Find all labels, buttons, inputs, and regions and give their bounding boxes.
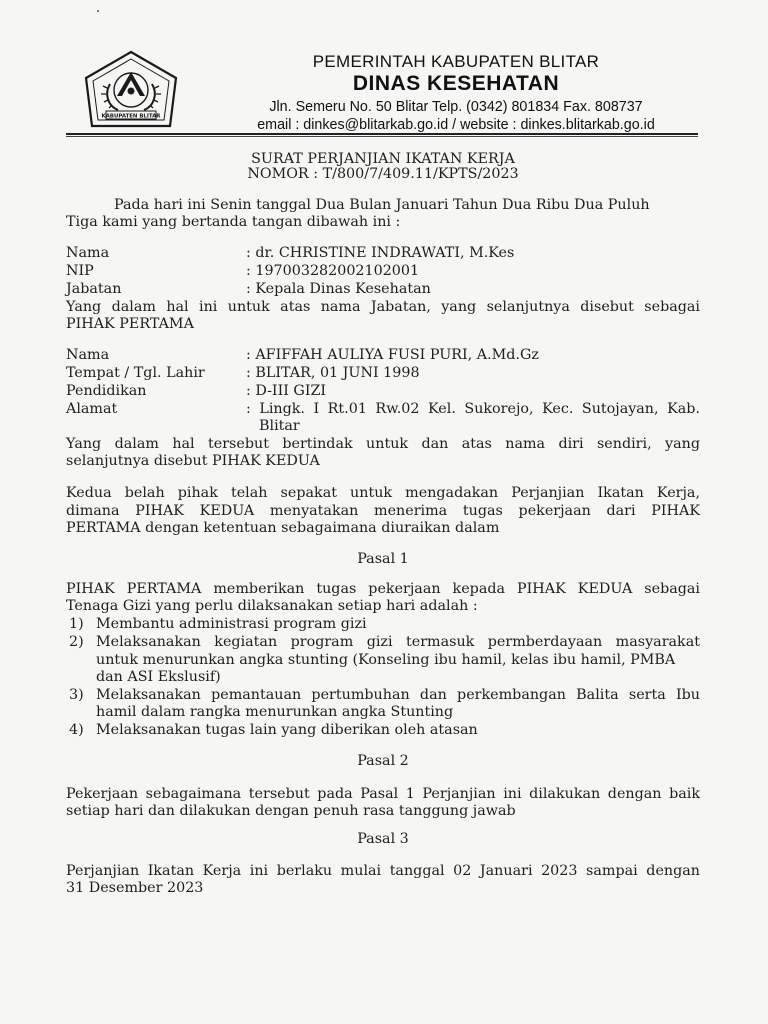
party-two-education-label: Pendidikan: [66, 383, 147, 399]
party-two-birth-value: : BLITAR, 01 JUNI 1998: [246, 365, 420, 381]
duty-3-text-line-1: Melaksanakan pemantauan pertumbuhan dan perkembangan Balita serta Ibu: [96, 687, 700, 703]
party-two-address-label: Alamat: [66, 401, 118, 417]
seal-caption: KABUPATEN BLITAR: [101, 113, 161, 120]
duty-3-number: 3): [69, 687, 84, 703]
agency-name: DINAS KESEHATAN: [352, 72, 560, 95]
scan-speck: [97, 10, 99, 12]
pasal-2-heading: Pasal 2: [357, 753, 409, 769]
party-two-name-label: Nama: [66, 347, 110, 363]
letterhead-divider-thin: [66, 136, 698, 137]
party-one-name-value: : dr. CHRISTINE INDRAWATI, M.Kes: [246, 245, 515, 261]
duty-2-text-line-3: dan ASI Ekslusif): [96, 669, 221, 685]
agreement-line-1: Kedua belah pihak telah sepakat untuk mengadakan Perjanjian Ikatan Kerja,: [66, 485, 700, 501]
party-one-nip-value: : 197003282002102001: [246, 263, 420, 279]
party-two-address-value-line-2: Blitar: [259, 418, 300, 434]
party-one-name-label: Nama: [66, 245, 110, 261]
pasal-3-line-1: Perjanjian Ikatan Kerja ini berlaku mulai tanggal 02 Januari 2023 sampai dengan: [66, 863, 700, 879]
party-one-statement-line-2: PIHAK PERTAMA: [66, 316, 194, 332]
pasal-2-line-1: Pekerjaan sebagaimana tersebut pada Pasal 1 Perjanjian ini dilakukan dengan baik: [66, 786, 700, 802]
pasal-3-heading: Pasal 3: [357, 831, 409, 847]
party-one-position-value: : Kepala Dinas Kesehatan: [246, 281, 431, 297]
pasal-3-line-2: 31 Desember 2023: [66, 880, 204, 896]
duty-4-text: Melaksanakan tugas lain yang diberikan oleh atasan: [96, 722, 478, 738]
party-one-position-label: Jabatan: [66, 281, 122, 297]
letterhead-divider: [66, 133, 698, 135]
pasal-1-intro-line-2: Tenaga Gizi yang perlu dilaksanakan setiap hari adalah :: [66, 598, 478, 614]
duty-3-text-line-2: hamil dalam rangka menurunkan angka Stunting: [96, 704, 454, 720]
document-number: NOMOR : T/800/7/409.11/KPTS/2023: [247, 166, 519, 182]
document-title: SURAT PERJANJIAN IKATAN KERJA: [251, 151, 515, 167]
duty-2-number: 2): [69, 634, 84, 650]
party-two-statement-line-1: Yang dalam hal tersebut bertindak untuk dan atas nama diri sendiri, yang: [66, 436, 700, 452]
agency-contact: email : dinkes@blitarkab.go.id / website : dinkes.blitarkab.go.id: [257, 117, 655, 133]
party-two-education-value: : D-III GIZI: [246, 383, 327, 399]
agreement-line-2: dimana PIHAK KEDUA menyatakan menerima tugas pekerjaan dari PIHAK: [66, 503, 700, 519]
government-name: PEMERINTAH KABUPATEN BLITAR: [312, 52, 600, 71]
pasal-1-heading: Pasal 1: [357, 551, 409, 567]
agency-address: Jln. Semeru No. 50 Blitar Telp. (0342) 801834 Fax. 808737: [269, 99, 643, 115]
opening-line-1: Pada hari ini Senin tanggal Dua Bulan Januari Tahun Dua Ribu Dua Puluh: [114, 197, 650, 213]
regency-seal-logo: [84, 50, 178, 130]
opening-line-2: Tiga kami yang bertanda tangan dibawah ini :: [66, 214, 401, 230]
party-two-statement-line-2: selanjutnya disebut PIHAK KEDUA: [66, 453, 320, 469]
duty-4-number: 4): [69, 722, 84, 738]
duty-1-text: Membantu administrasi program gizi: [96, 616, 367, 632]
duty-2-text-line-2: untuk menurunkan angka stunting (Konseling ibu hamil, kelas ibu hamil, PMBA: [96, 652, 676, 668]
pasal-2-line-2: setiap hari dan dilakukan dengan penuh rasa tanggung jawab: [66, 803, 516, 819]
pasal-1-intro-line-1: PIHAK PERTAMA memberikan tugas pekerjaan kepada PIHAK KEDUA sebagai: [66, 581, 700, 597]
party-two-birth-label: Tempat / Tgl. Lahir: [66, 365, 205, 381]
letterhead: [226, 52, 686, 134]
party-one-nip-label: NIP: [66, 263, 94, 279]
duty-1-number: 1): [69, 616, 84, 632]
party-two-address-value-line-1: : Lingk. I Rt.01 Rw.02 Kel. Sukorejo, Kec. Sutojayan, Kab.: [246, 401, 700, 417]
party-one-statement-line-1: Yang dalam hal ini untuk atas nama Jabatan, yang selanjutnya disebut sebagai: [66, 299, 700, 315]
agreement-line-3: PERTAMA dengan ketentuan sebagaimana diuraikan dalam: [66, 520, 500, 536]
party-two-name-value: : AFIFFAH AULIYA FUSI PURI, A.Md.Gz: [246, 347, 539, 363]
duty-2-text-line-1: Melaksanakan kegiatan program gizi termasuk permberdayaan masyarakat: [96, 634, 700, 650]
